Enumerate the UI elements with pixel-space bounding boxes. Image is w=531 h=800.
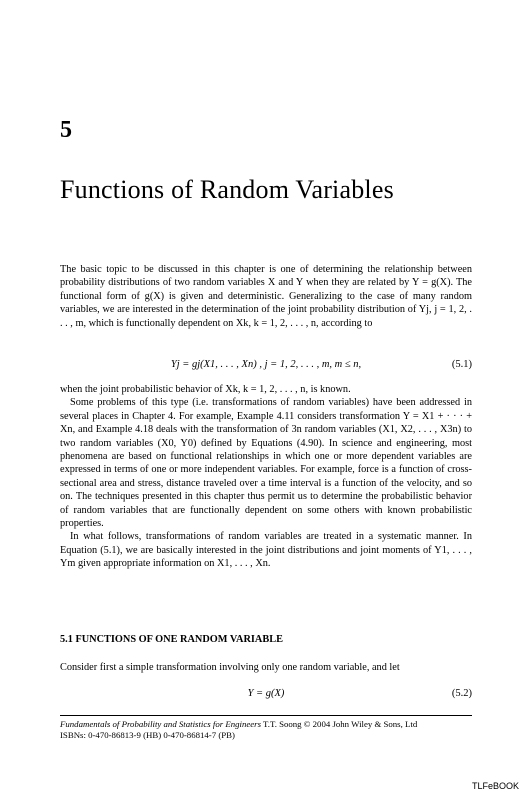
after-equation-text: when the joint probabilistic behavior of Xk, k = 1, 2, . . . , n, is known. <box>60 384 351 395</box>
section-intro <box>60 661 472 674</box>
consider-text: Consider first a simple transformation involving only one random variable, and let <box>60 662 400 673</box>
section-heading: 5.1 FUNCTIONS OF ONE RANDOM VARIABLE <box>60 634 283 645</box>
intro-paragraph <box>60 263 472 330</box>
equation-5-2 <box>60 688 472 702</box>
footer-divider <box>60 715 472 716</box>
watermark-label: TLFeBOOK <box>471 781 519 791</box>
equation-5-2-number: (5.2) <box>451 688 472 699</box>
body-paragraphs <box>60 383 472 571</box>
problems-paragraph: Some problems of this type (i.e. transformations of random variables) have been addressed in several places in Chapter 4. For example, Example 4.11 considers transformation Y = X1 + · · · + Xn, and Example 4.18 deals with the transformation of 3n random variables (X1, X2, . . . , X3n) to two random variables (X0, Y0) defined by Equations (4.90). In science and engineering, most phenomena are based on functional relationships in which one or more dependent variables are expressed in terms of one or more independent variables. For example, force is a function of cross-sectional area and stress, distance traveled over a time interval is a function of the velocity, and so on. The techniques presented in this chapter thus permit us to determine the probabilistic behavior of random variables that are functionally dependent on some others with known probabilistic properties. <box>60 397 472 530</box>
equation-5-1 <box>60 359 472 373</box>
equation-5-1-expression: Yj = gj(X1, . . . , Xn) , j = 1, 2, . . . , m, m ≤ n, <box>170 359 362 370</box>
footer-citation <box>60 719 480 730</box>
equation-5-1-number: (5.1) <box>451 359 472 370</box>
page-footer <box>60 719 480 741</box>
footer-book-title: Fundamentals of Probability and Statistics for Engineers <box>60 719 262 729</box>
what-follows-paragraph: In what follows, transformations of random variables are treated in a systematic manner. In Equation (5.1), we are basically interested in the joint distributions and joint moments of Y1, . . . , Ym given appropriate information on X1, . . . , Xn. <box>60 531 472 570</box>
footer-isbn: ISBNs: 0-470-86813-9 (HB) 0-470-86814-7 (PB) <box>60 730 235 740</box>
chapter-title: Functions of Random Variables <box>60 175 394 204</box>
chapter-number: 5 <box>60 117 72 143</box>
intro-text: The basic topic to be discussed in this chapter is one of determining the relationship between probability distributions of two random variables X and Y when they are related by Y = g(X). The functional form of g(X) is given and deterministic. Generalizing to the case of many random variables, we are interested in the determination of the joint probability distribution of Yj, j = 1, 2, . . . , m, which is functionally dependent on Xk, k = 1, 2, . . . , n, according to <box>60 264 472 329</box>
footer-copyright: T.T. Soong © 2004 John Wiley & Sons, Ltd <box>261 719 418 729</box>
equation-5-2-expression: Y = g(X) <box>247 688 285 699</box>
